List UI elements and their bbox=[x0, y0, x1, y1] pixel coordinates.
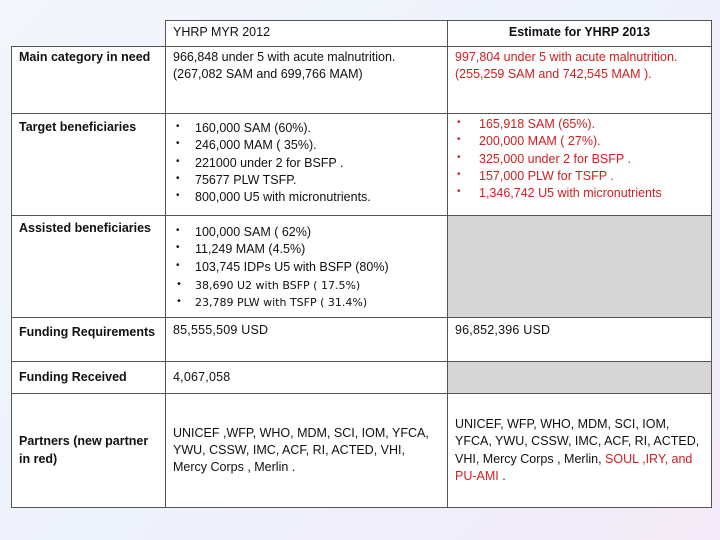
funding-recv-2012: 4,067,058 bbox=[166, 362, 448, 394]
target-2012 bbox=[166, 114, 448, 216]
target-2012-item: • 800,000 U5 with micronutrients. bbox=[173, 189, 440, 206]
row-funding-received bbox=[12, 362, 712, 394]
target-2012-item: • 246,000 MAM ( 35%). bbox=[173, 137, 440, 154]
partners-2013-end: . bbox=[502, 468, 506, 483]
row-assisted-beneficiaries bbox=[12, 216, 712, 318]
funding-req-2012: 85,555,509 USD bbox=[166, 318, 448, 362]
target-2013-item: • 1,346,742 U5 with micronutrients bbox=[466, 185, 704, 202]
row-target-beneficiaries bbox=[12, 114, 712, 216]
row-label-target: Target beneficiaries bbox=[12, 114, 166, 216]
row-main-category bbox=[12, 47, 712, 114]
header-corner bbox=[12, 21, 166, 47]
target-2013 bbox=[448, 114, 712, 216]
row-label-funding-req: Funding Requirements bbox=[12, 318, 166, 362]
row-label-funding-recv: Funding Received bbox=[12, 362, 166, 394]
assisted-2012-item: • 103,745 IDPs U5 with BSFP (80%) bbox=[173, 259, 440, 276]
row-partners bbox=[12, 394, 712, 508]
row-funding-requirements bbox=[12, 318, 712, 362]
target-2013-item: • 165,918 SAM (65%). bbox=[466, 116, 704, 133]
target-2012-item: • 160,000 SAM (60%). bbox=[173, 120, 440, 137]
row-label-main-category: Main category in need bbox=[12, 47, 166, 114]
partners-2013-existing: UNICEF, WFP, WHO, MDM, SCI, IOM, YFCA, YWU, CSSW, IMC, ACF, RI, ACTED, VHI, Mercy Corps , Merlin, bbox=[455, 417, 700, 466]
nutrition-comparison-table bbox=[11, 20, 712, 508]
assisted-2013-empty bbox=[448, 216, 712, 318]
funding-req-2013: 96,852,396 USD bbox=[448, 318, 712, 362]
target-2013-item: • 200,000 MAM ( 27%). bbox=[466, 133, 704, 150]
assisted-2012-item: • 23,789 PLW with TSFP ( 31.4%) bbox=[173, 295, 440, 310]
assisted-2012-item: • 11,249 MAM (4.5%) bbox=[173, 241, 440, 258]
funding-recv-2013-empty bbox=[448, 362, 712, 394]
partners-2013-new: SOUL ,IRY, and PU-AMI bbox=[455, 451, 693, 483]
target-2013-item: • 325,000 under 2 for BSFP . bbox=[466, 151, 704, 168]
partners-2012: UNICEF ,WFP, WHO, MDM, SCI, IOM, YFCA, YWU, CSSW, IMC, ACF, RI, ACTED, VHI, Mercy Corps , Merlin . bbox=[166, 394, 448, 508]
assisted-2012 bbox=[166, 216, 448, 318]
header-row bbox=[12, 21, 712, 47]
target-2012-item: • 75677 PLW TSFP. bbox=[173, 172, 440, 189]
assisted-2012-item: • 38,690 U2 with BSFP ( 17.5%) bbox=[173, 278, 440, 293]
main-category-2012: 966,848 under 5 with acute malnutrition. (267,082 SAM and 699,766 MAM) bbox=[166, 47, 448, 114]
header-yhrp-2012: YHRP MYR 2012 bbox=[166, 21, 448, 47]
row-label-assisted: Assisted beneficiaries bbox=[12, 216, 166, 318]
assisted-2012-item: • 100,000 SAM ( 62%) bbox=[173, 224, 440, 241]
row-label-partners: Partners (new partner in red) bbox=[12, 394, 166, 508]
partners-2013 bbox=[448, 394, 712, 508]
header-estimate-2013: Estimate for YHRP 2013 bbox=[448, 21, 712, 47]
target-2012-item: • 221000 under 2 for BSFP . bbox=[173, 155, 440, 172]
target-2013-item: • 157,000 PLW for TSFP . bbox=[466, 168, 704, 185]
main-category-2013: 997,804 under 5 with acute malnutrition. (255,259 SAM and 742,545 MAM ). bbox=[448, 47, 712, 114]
